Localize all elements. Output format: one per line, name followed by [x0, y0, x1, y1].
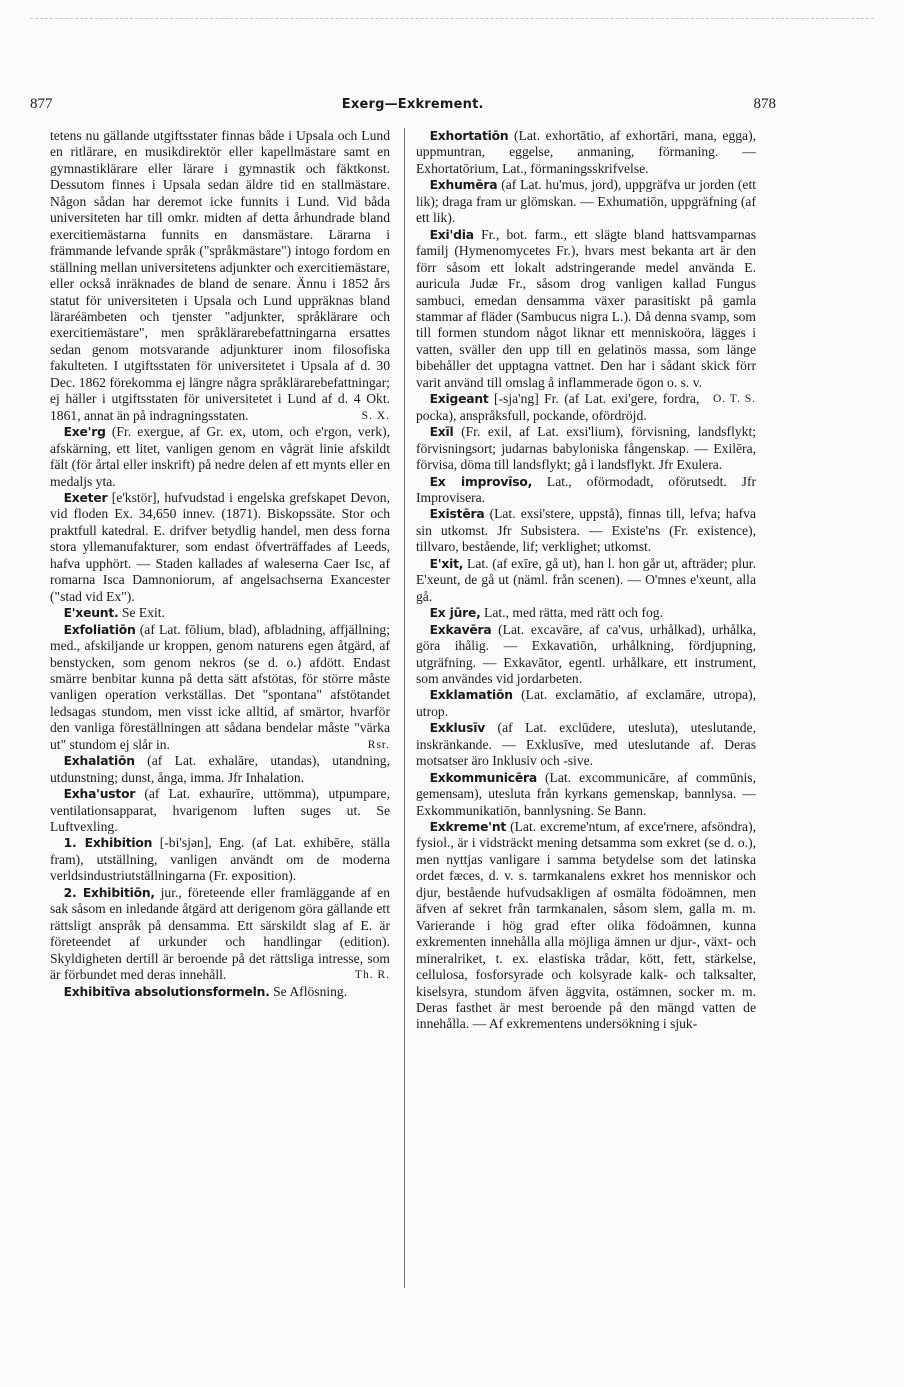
author-signature: Rsr. [367, 738, 390, 751]
entry-text: (af Lat. hu'mus, jord), uppgräfva ur jorden (ett lik); draga fram ur glömskan. — Exhumatiōn, uppgräfning (af ett lik). [416, 177, 756, 226]
entry-headword: Exfoliatiōn [63, 622, 136, 637]
entry-text: [-bi'sjən], Eng. (af Lat. exhibēre, ställa fram), utställning, vanligen användt om de moderna verldsindustriutställningarna (Fr. exposition). [50, 835, 390, 884]
entry-text: (Lat. excommunicāre, af commūnis, gemensam), utesluta från kyrkans gemenskap, bannlysa. — Exkommunikatiōn, bannlysning. Se Bann. [416, 769, 756, 818]
dictionary-entry [416, 474, 756, 507]
entry-text: (Fr. exergue, af Gr. ex, utom, och e'rgon, verk), afskärning, ett litet, vanligen genom en vågrät linie afskildt fält (för årtal eller inskrift) på nedre delen af ett mynts eller en medaljs yta. [50, 424, 390, 489]
entry-headword: Exīl [429, 425, 454, 440]
entry-text: [-sja'ng] Fr. (af Lat. exi'gere, fordra, pocka), anspråksfull, pockande, ofördröjd. [416, 391, 700, 423]
scan-top-edge [30, 18, 874, 19]
entry-headword: Exklusīv [429, 721, 486, 736]
entry-text: (af Lat. exhaurīre, uttömma), utpumpare, ventilationsapparat, hvarigenom luften suges ut. Se Luftvexling. [50, 786, 390, 835]
dictionary-entry [50, 490, 390, 605]
dictionary-entry [50, 885, 390, 984]
dictionary-entry [416, 819, 756, 1033]
entry-text: (Lat. excavāre, af ca'vus, urhålkad), urhålka, göra ihålig. — Exkavatiōn, urhålkning, fördjupning, utgräfning. — Exkavātor, egentl. urhålkare, ett instrument, som användes vid jordarbeten. [416, 621, 756, 686]
dictionary-entry [416, 177, 756, 226]
entry-text: tetens nu gällande utgiftsstater finnas både i Upsala och Lund en ritlärare, en musikdirektör eller kapellmästare samt en gymnastiklärare eller lärare i gymnastik och fäktkonst. Dessutom finnes i Upsala sedan äldre tid en stallmästare. Någon sådan har deremot icke funnits i Lund. Vid båda universiteten har till omkr. midten af detta århundrade bland exercitiemästarna funnits en dansmästare. Lärarna i främmande lefvande språk ("språkmästare") intogo fordom en ställning mellan universitetens adjunkter och exercitiemästare, eller också inräknades de bland de senare. Ännu i 1852 års statut för universiteten i Upsala och Lund uppräknas bland läraréämbeten och tjenster "adjunkter, språklärare och exercitiemästare", men språklärarebefattningarna ersattes sedan genom motsvarande adjunkturer inom filosofiska fakulteten. I utgiftsstaten för universitetet i Upsala af d. 30 Dec. 1862 förekomma ej längre några språklärarebefattningar; ej häller i utgiftsstaten för universitetet i Lund af d. 4 Okt. 1861, annat än på indragningsstaten. [50, 128, 390, 423]
entry-text: Se Exit. [118, 605, 165, 621]
entry-headword: Exeter [63, 490, 108, 505]
entry-text: Fr., bot. farm., ett slägte bland hattsvamparnas familj (Hymenomycetes Fr.), hvars mest bekanta art är den förr såsom ett lokalt adstringerande medel använda E. auricula Judæ Fr., såsom drog vanligen kallad Fungus sambuci, emedan densamma växer parasitiskt på gamla stammar af fläder (Sambucus nigra L.). Då denna svamp, som till formen stundom något liknar ett menniskoöra, lägges i vatten, sväller den upp till en gelatinös massa, som länge bibehåller det upptagna vattnet. Den har i sådant skick förr varit använd till omslag å inflammerade ögon o. s. v. [416, 226, 756, 390]
entry-headword: E'xit, [429, 556, 464, 571]
dictionary-entry [50, 128, 390, 424]
dictionary-entry [416, 605, 756, 621]
page-number-left: 877 [30, 96, 53, 112]
dictionary-entry [50, 984, 390, 1000]
entry-text: (Fr. exil, af Lat. exsi'lium), förvisning, landsflykt; förvisningsort; judarnas babyloniska fångenskap. — Exilēra, förvisa, döma till landsflykt; gå i landsflykt. Jfr Exulera. [416, 424, 756, 473]
author-signature: S. X. [361, 409, 390, 422]
entry-text: (af Lat. fōlium, blad), afbladning, affjällning; med., afskiljande ur kroppen, genom naturens egen åtgärd, af benstycken, som genom nekros (se d. o.) afdött. Endast smärre benbitar kunna på detta sätt afstötas, för större måste vanligen operation verkställas. Det "spontana" afstötandet ledsagas stundom, men visst icke alltid, af smärtor, hvarför den vanliga föreställningen att sådana bendelar måste "värka ut" stundom ej slår in. [50, 621, 390, 752]
entry-text: Lat. (af exīre, gå ut), han l. hon går ut, afträder; plur. E'xeunt, de gå ut (näml. från scenen). — O'mnes e'xeunt, alla gå. [416, 555, 756, 604]
entry-text: (af Lat. exclūdere, utesluta), uteslutande, inskränkande. — Exklusīve, med uteslutande af. Deras motsatser äro Inklusiv och -sive. [416, 720, 756, 769]
dictionary-entry [50, 786, 390, 835]
entry-text: (Lat. exsi'stere, uppstå), finnas till, lefva; hafva sin utkomst. Jfr Subsistera. — Existe'ns (Fr. existence), tillvaro, bestående, lif; verklighet; utkomst. [416, 506, 756, 555]
dictionary-entry [50, 753, 390, 786]
author-signature: O. T. S. [712, 393, 756, 406]
entry-text: Lat., med rätta, med rätt och fog. [480, 605, 663, 621]
dictionary-entry [50, 835, 390, 884]
left-column [50, 128, 390, 1298]
dictionary-entry [416, 687, 756, 720]
dictionary-entry [50, 605, 390, 621]
entry-headword: 1. Exhibition [63, 836, 153, 851]
dictionary-entry [416, 556, 756, 605]
entry-headword: Ex improvīso, [429, 474, 533, 489]
entry-headword: Exhumēra [429, 178, 498, 193]
entry-headword: Exkavēra [429, 622, 492, 637]
dictionary-entry [50, 424, 390, 490]
entry-text: (af Lat. exhalāre, utandas), utandning, utdunstning; dunst, ånga, imma. Jfr Inhalation. [50, 753, 390, 785]
entry-text: [e'kstör], hufvudstad i engelska grefskapet Devon, vid floden Ex. 34,650 innev. (1871). Biskopssäte. Stor och praktfull katedral. E. drifver betydlig handel, men dess forna stora yllemanufakturer, som endast öfverträffades af Leeds, hafva upphört. — Staden kallades af waleserna Caer Isc, af romarna Isca Damnoniorum, af angelsachserna Exancester ("stad vid Ex"). [50, 489, 390, 604]
entry-headword: Exkommunicēra [429, 770, 537, 785]
entry-headword: Exklamatiōn [429, 688, 513, 703]
entry-headword: Exhalatiōn [63, 754, 135, 769]
entry-headword: Exigeant [429, 392, 489, 407]
entry-headword: Exkreme'nt [429, 820, 507, 835]
entry-headword: Existēra [429, 507, 485, 522]
right-column [416, 128, 756, 1298]
entry-headword: Exe'rg [63, 425, 106, 440]
entry-text: (Lat. exclamātio, af exclamāre, utropa), utrop. [416, 687, 756, 719]
entry-headword: 2. Exhibitiōn, [63, 885, 155, 900]
entry-headword: Exhortatiōn [429, 129, 509, 143]
entry-text: Se Aflösning. [269, 983, 348, 999]
page-header [30, 96, 774, 118]
dictionary-entry [50, 622, 390, 754]
entry-text: jur., företeende eller framläggande af en sak såsom en inledande åtgärd att derigenom göra gällande ett rättsligt anspråk på densamma. Ett särskildt slag af E. är företeendet af urkunder och handlingar (edition). Skyldigheten dertill är beroende på det rättsliga intresse, som är förbundet med deras innehåll. [50, 884, 390, 983]
page-number-right: 878 [753, 96, 776, 112]
author-signature: Th. R. [354, 969, 390, 982]
dictionary-entry [416, 128, 756, 177]
dictionary-entry [416, 506, 756, 555]
dictionary-entry [416, 424, 756, 473]
dictionary-entry [416, 720, 756, 769]
entry-text: (Lat. excreme'ntum, af exce'rnere, afsöndra), fysiol., är i vidsträckt mening detsamma som exkret (se d. o.), men nyttjas vanligare i samma betydelse som det latinska ordet fæces, d. v. s. tarmkanalens exkret hos menniskor och djur, bestående hufvudsakligen af osmälta födoämnen, men äfven af sekret från tarmkanalen, såsom slem, galla m. m. Varierande i hög grad efter olika födoämnen, kunna exkrementen innehålla alla möjliga ämnen ur djur-, växt- och mineralriket, t. ex. elastiska trådar, kött, fett, stärkelse, cellulosa, fosforsyrade och kolsyrade kalk- och talksalter, kiselsyra, stundom äfven äggvita, ostämnen, socker m. m. Deras fasthet är mest beroende på den mängd vatten de innehålla. — Af exkrementens undersökning i sjuk- [416, 819, 756, 1032]
entry-headword: Exi'dia [429, 227, 474, 242]
entry-headword: Exhibitīva absolutionsformeln. [63, 984, 270, 999]
dictionary-entry [416, 622, 756, 688]
entry-headword: Exha'ustor [63, 787, 136, 802]
column-divider [404, 128, 405, 1288]
dictionary-entry [416, 770, 756, 819]
entry-text: (Lat. exhortātio, af exhortāri, mana, egga), uppmuntran, eggelse, anmaning, förmaning. — Exhortatōrium, Lat., förmaningsskrifvelse. [416, 128, 756, 176]
entry-headword: E'xeunt. [63, 606, 119, 621]
running-title: Exerg—Exkrement. [341, 97, 484, 112]
entry-headword: Ex jūre, [429, 606, 481, 621]
entry-text: Lat., oförmodadt, oförutsedt. Jfr Improvisera. [416, 473, 756, 505]
